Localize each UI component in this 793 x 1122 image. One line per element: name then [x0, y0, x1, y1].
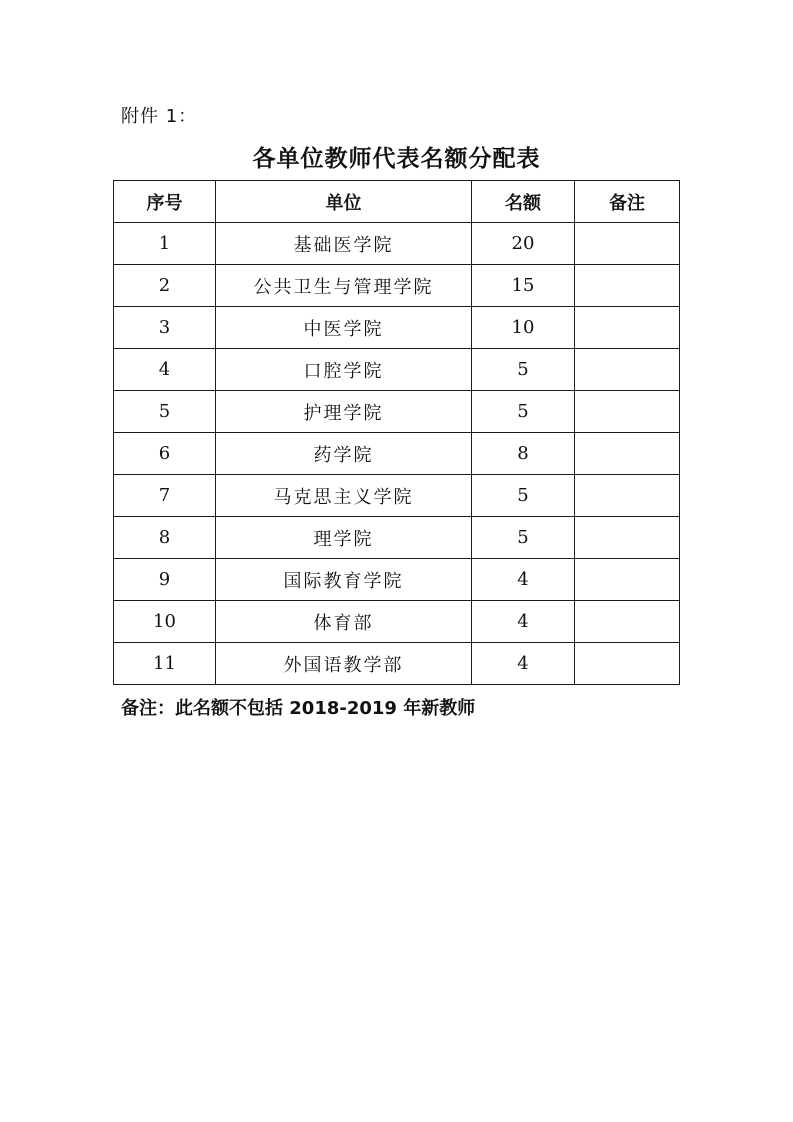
cell-unit: 国际教育学院: [216, 559, 472, 601]
cell-unit: 护理学院: [216, 391, 472, 433]
cell-quota: 15: [472, 265, 575, 307]
cell-unit: 中医学院: [216, 307, 472, 349]
cell-note: [575, 559, 680, 601]
cell-unit: 外国语教学部: [216, 643, 472, 685]
cell-quota: 5: [472, 475, 575, 517]
cell-note: [575, 391, 680, 433]
cell-quota: 4: [472, 643, 575, 685]
cell-seq: 4: [114, 349, 216, 391]
cell-seq: 6: [114, 433, 216, 475]
cell-seq: 5: [114, 391, 216, 433]
quota-allocation-table: [113, 180, 680, 685]
cell-quota: 5: [472, 517, 575, 559]
table-row: [114, 349, 680, 391]
table-header-row: [114, 181, 680, 223]
cell-unit: 理学院: [216, 517, 472, 559]
cell-seq: 8: [114, 517, 216, 559]
header-note: 备注: [575, 181, 680, 223]
table-row: [114, 391, 680, 433]
cell-unit: 口腔学院: [216, 349, 472, 391]
footnote: 备注：此名额不包括 2018-2019 年新教师: [121, 698, 476, 719]
table-row: [114, 559, 680, 601]
cell-seq: 9: [114, 559, 216, 601]
cell-seq: 10: [114, 601, 216, 643]
cell-quota: 5: [472, 391, 575, 433]
cell-note: [575, 517, 680, 559]
cell-quota: 10: [472, 307, 575, 349]
table-row: [114, 475, 680, 517]
table-row: [114, 307, 680, 349]
cell-unit: 公共卫生与管理学院: [216, 265, 472, 307]
cell-quota: 8: [472, 433, 575, 475]
document-title: 各单位教师代表名额分配表: [252, 145, 541, 172]
cell-quota: 4: [472, 601, 575, 643]
table-row: [114, 433, 680, 475]
table-row: [114, 643, 680, 685]
cell-note: [575, 433, 680, 475]
cell-seq: 11: [114, 643, 216, 685]
cell-seq: 3: [114, 307, 216, 349]
cell-unit: 药学院: [216, 433, 472, 475]
cell-note: [575, 349, 680, 391]
header-quota: 名额: [472, 181, 575, 223]
cell-note: [575, 475, 680, 517]
cell-seq: 1: [114, 223, 216, 265]
header-seq: 序号: [114, 181, 216, 223]
cell-note: [575, 223, 680, 265]
cell-unit: 基础医学院: [216, 223, 472, 265]
cell-note: [575, 307, 680, 349]
cell-quota: 20: [472, 223, 575, 265]
table-row: [114, 517, 680, 559]
cell-unit: 马克思主义学院: [216, 475, 472, 517]
cell-seq: 7: [114, 475, 216, 517]
cell-note: [575, 643, 680, 685]
table-row: [114, 601, 680, 643]
cell-quota: 4: [472, 559, 575, 601]
table-row: [114, 265, 680, 307]
cell-quota: 5: [472, 349, 575, 391]
cell-unit: 体育部: [216, 601, 472, 643]
header-unit: 单位: [216, 181, 472, 223]
attachment-label: 附件 1：: [121, 106, 198, 127]
table-row: [114, 223, 680, 265]
cell-note: [575, 601, 680, 643]
cell-note: [575, 265, 680, 307]
cell-seq: 2: [114, 265, 216, 307]
